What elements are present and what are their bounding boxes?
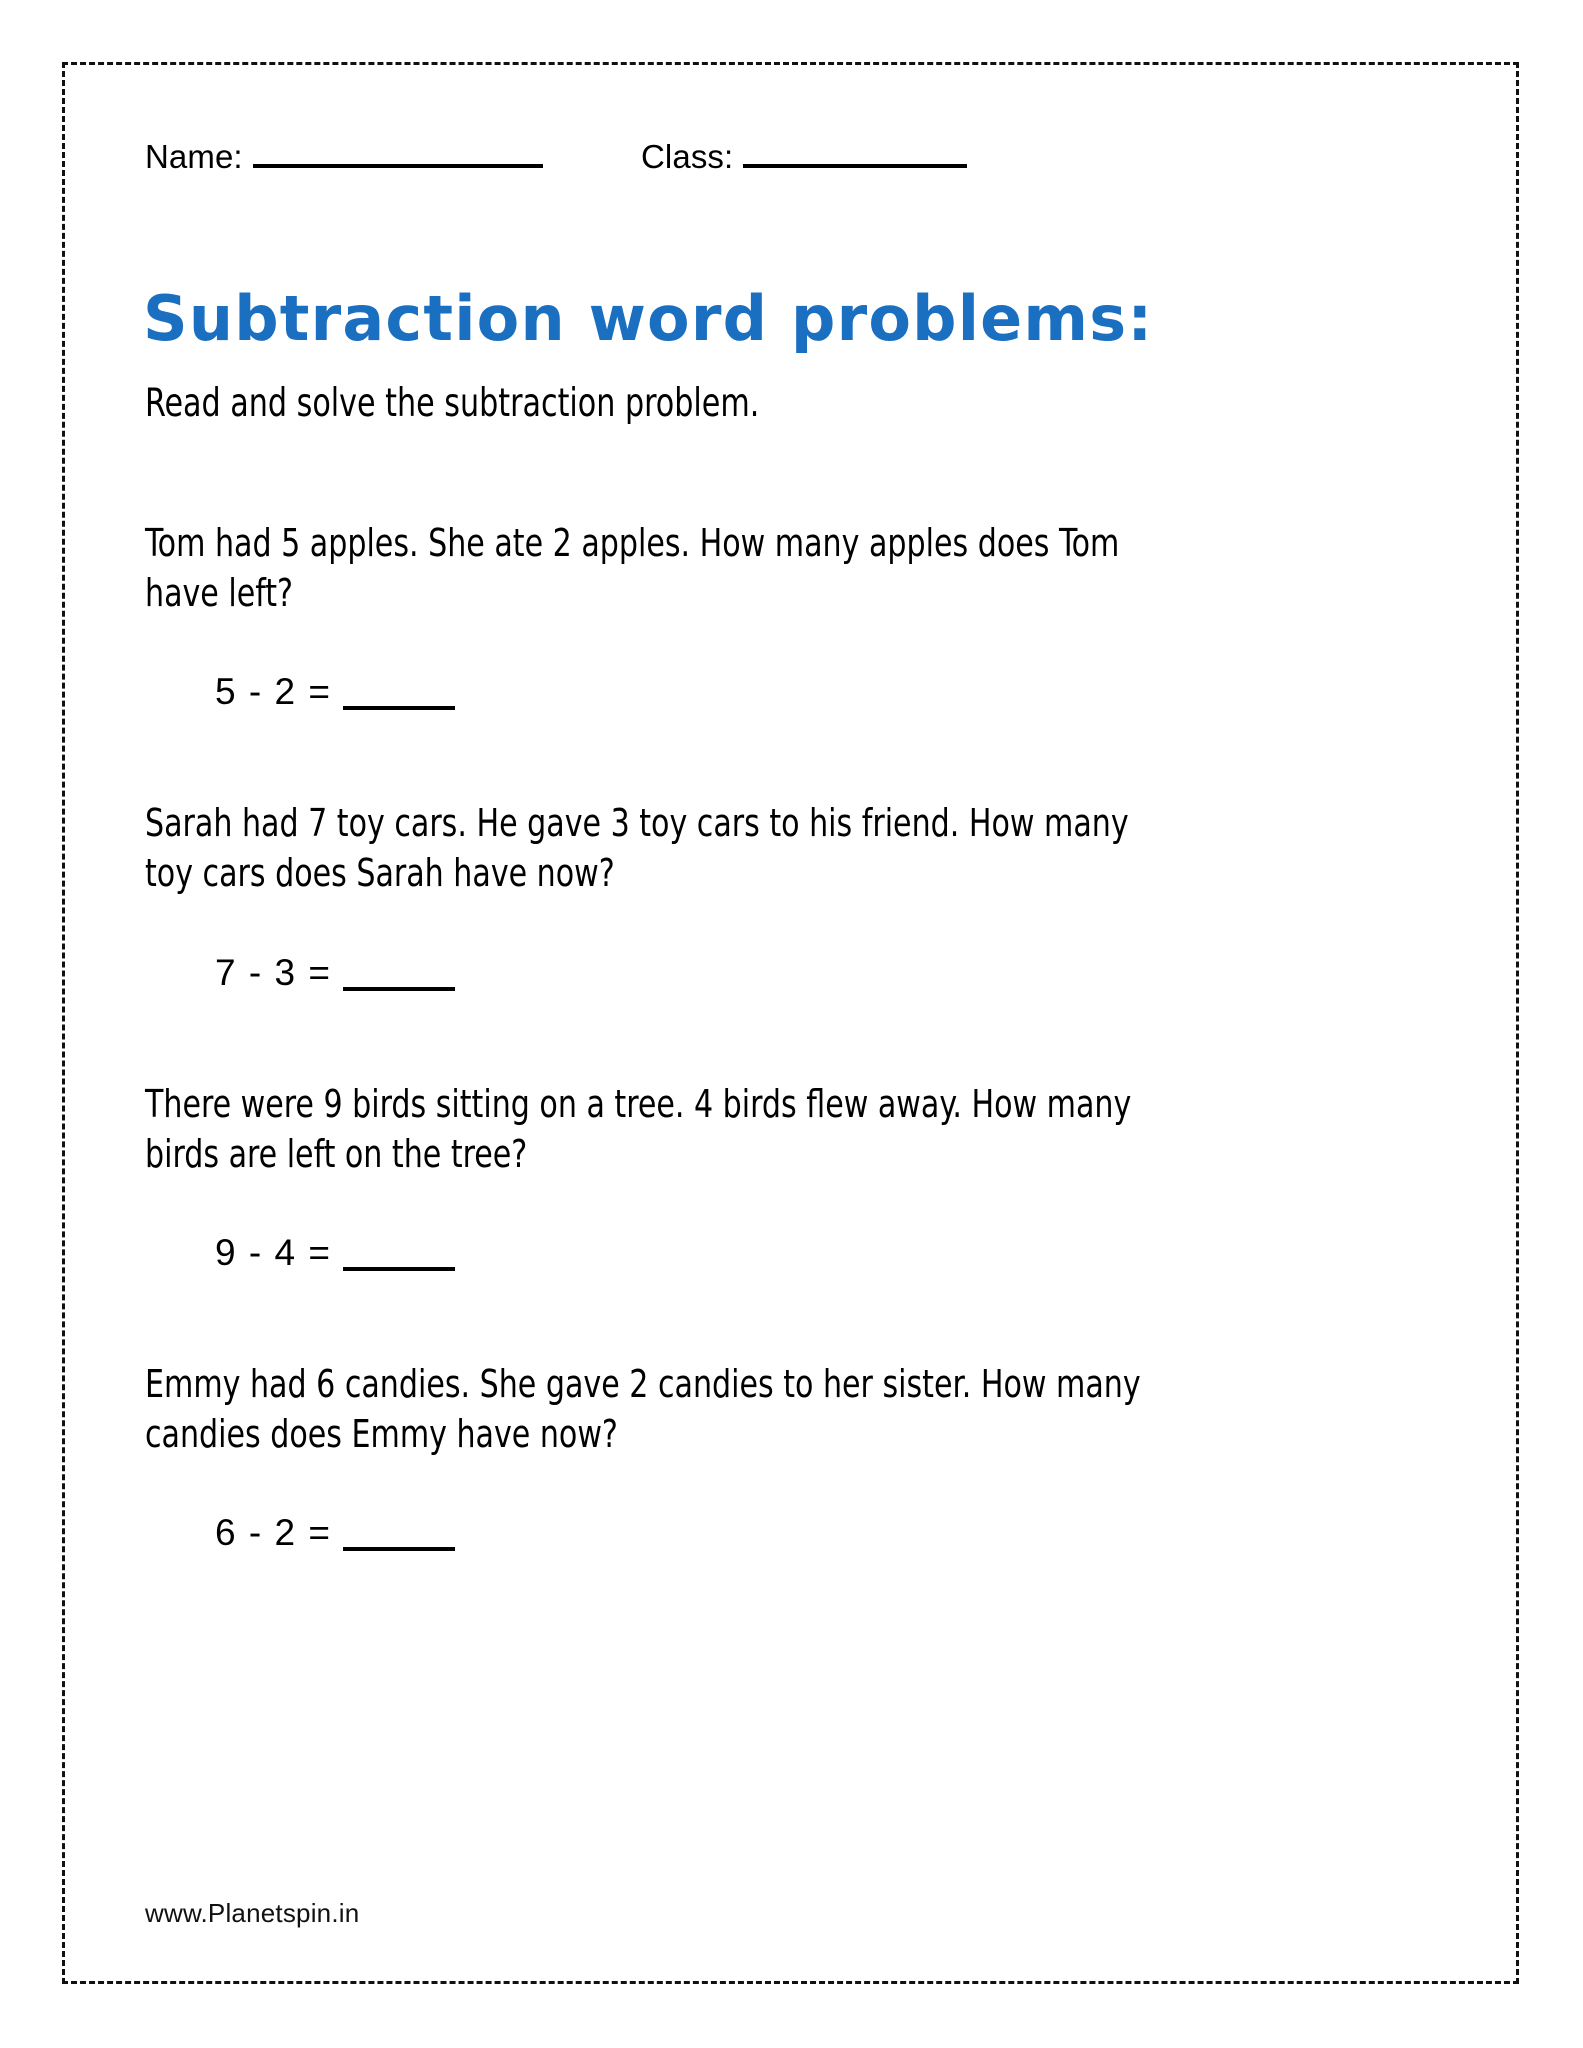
problem-question-text: Tom had 5 apples. She ate 2 apples. How many apples does Tom have left? bbox=[145, 521, 1120, 616]
answer-blank[interactable] bbox=[343, 957, 455, 991]
problem-list bbox=[145, 518, 1325, 1639]
answer-blank[interactable] bbox=[343, 1517, 455, 1551]
page-title: Subtraction word problems: bbox=[143, 282, 1154, 355]
problem-item bbox=[145, 1079, 1325, 1271]
problem-answer-row bbox=[215, 935, 1325, 991]
problem-item bbox=[145, 1359, 1325, 1554]
problem-question-text: Sarah had 7 toy cars. He gave 3 toy cars to his friend. How many toy cars does Sarah have now? bbox=[145, 801, 1129, 896]
instruction-text: Read and solve the subtraction problem. bbox=[145, 381, 760, 426]
problem-item bbox=[145, 518, 1325, 713]
name-input-blank[interactable] bbox=[253, 136, 543, 168]
problem-equation: 6 - 2 = bbox=[215, 1512, 332, 1554]
student-info-row bbox=[145, 136, 1435, 196]
problem-item bbox=[145, 798, 1325, 993]
name-label: Name: bbox=[145, 138, 243, 175]
answer-blank[interactable] bbox=[343, 1237, 455, 1271]
problem-equation: 7 - 3 = bbox=[215, 951, 332, 993]
class-label: Class: bbox=[641, 138, 734, 175]
class-input-blank[interactable] bbox=[743, 136, 967, 168]
problem-question-text: Emmy had 6 candies. She gave 2 candies to her sister. How many candies does Emmy have now? bbox=[145, 1361, 1141, 1457]
footer-website-url: www.Planetspin.in bbox=[145, 1898, 360, 1928]
problem-equation: 5 - 2 = bbox=[215, 671, 332, 713]
answer-blank[interactable] bbox=[343, 676, 455, 710]
problem-answer-row bbox=[215, 1495, 1325, 1554]
problem-question-text: There were 9 birds sitting on a tree. 4 birds flew away. How many birds are left on the tree? bbox=[145, 1081, 1132, 1176]
problem-answer-row bbox=[215, 654, 1325, 713]
problem-equation: 9 - 4 = bbox=[215, 1231, 332, 1273]
class-field[interactable] bbox=[641, 136, 967, 176]
problem-answer-row bbox=[215, 1215, 1325, 1271]
name-field[interactable] bbox=[145, 136, 543, 176]
